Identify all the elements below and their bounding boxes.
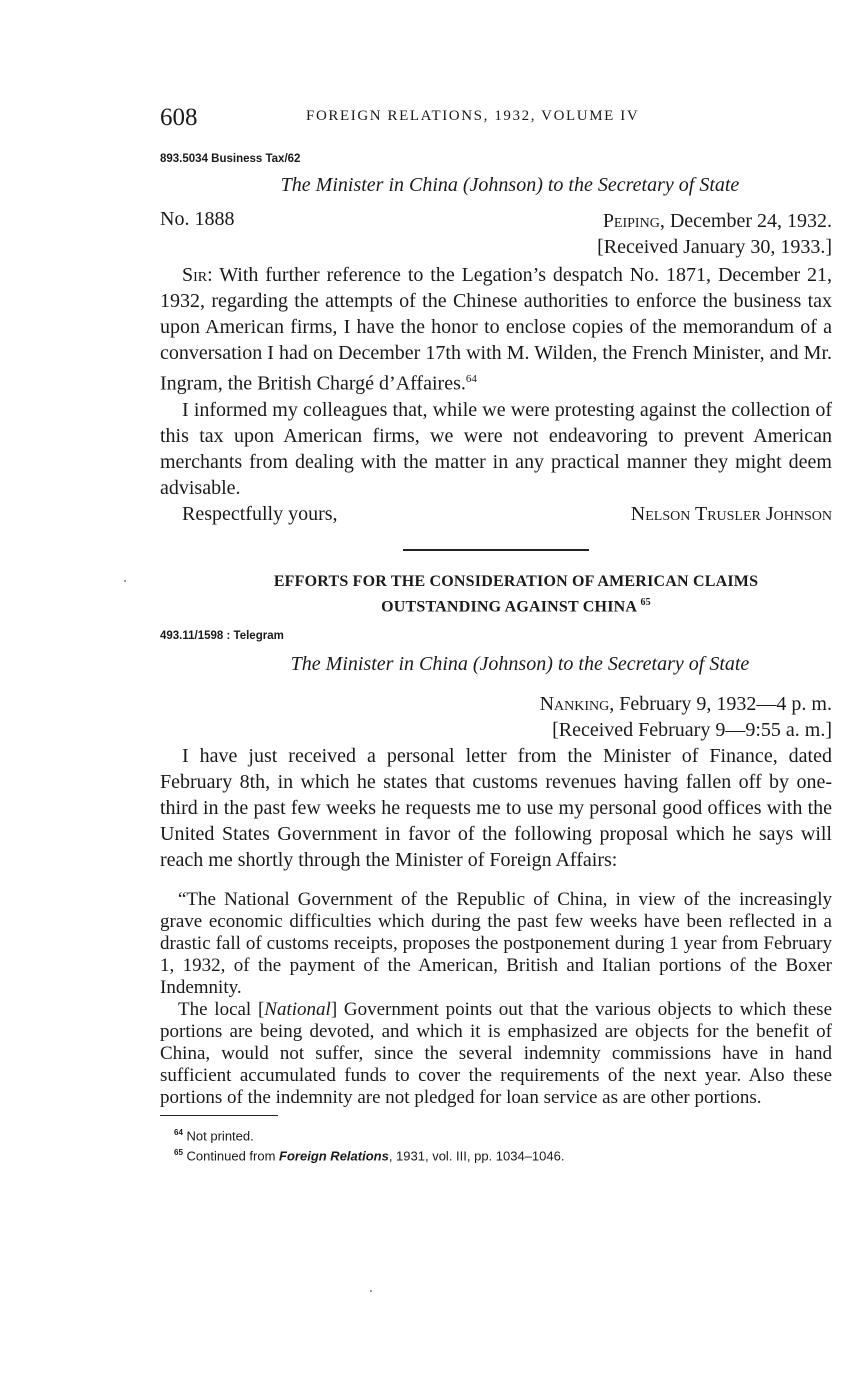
despatch-body xyxy=(160,262,832,501)
paragraph: I have just received a personal letter from the Minister of Finance, dated February 8th, in which he states that customs revenues having fallen off by one-third in the past few weeks he requests me to use my personal good offices with the United States Government in favor of the following proposal which he says will reach me shortly through the Minister of Foreign Affairs: xyxy=(160,744,832,871)
running-head: FOREIGN RELATIONS, 1932, VOLUME IV xyxy=(306,108,640,124)
footnote-ref: 65 xyxy=(640,596,651,608)
dateline xyxy=(160,208,832,262)
footnote-text: , 1931, vol. III, pp. 1034–1046. xyxy=(388,1148,565,1164)
speck xyxy=(370,1290,372,1292)
paragraph xyxy=(160,999,832,1109)
received-date: [Received February 9—9:55 a. m.] xyxy=(552,718,832,741)
footnote-mark: 64 xyxy=(174,1127,183,1137)
text: The local [ xyxy=(178,998,265,1020)
document-title: The Minister in China (Johnson) to the Secretary of State xyxy=(290,652,750,675)
document-page xyxy=(160,100,832,1165)
speck xyxy=(124,580,126,582)
page-header xyxy=(160,100,832,134)
salutation: Sir xyxy=(182,264,208,286)
paragraph: “The National Government of the Republic of China, in view of the increasingly grave economic difficulties which during the past few weeks have been reflected in a drastic fall of customs receipts, proposes the postponement during 1 year from February 1, 1932, of the payment of the American, British and Italian portions of the Boxer Indemnity. xyxy=(160,888,832,998)
place-name: Nanking xyxy=(539,692,610,715)
italic-text: National xyxy=(264,998,331,1020)
footnotes xyxy=(160,1124,832,1165)
footnote xyxy=(174,1124,832,1144)
telegram-body xyxy=(160,743,832,873)
section-heading-text: OUTSTANDING AGAINST CHINA xyxy=(381,597,637,615)
paragraph-text: : With further reference to the Legation’s despatch No. 1871, December 21, 1932, regarding the attempts of the Chinese authorities to enforce the business tax upon American firms, I have the honor to enclose copies of the memorandum of a conversation I had on December 17th with M. Wilden, the French Minister, and Mr. Ingram, the British Chargé d’Affaires. xyxy=(160,264,832,395)
page-number: 608 xyxy=(160,104,198,131)
footnote-rule xyxy=(160,1115,278,1116)
file-number: 893.5034 Business Tax/62 xyxy=(160,153,301,165)
place-name: Peiping xyxy=(602,210,660,232)
footnote-text: Not printed. xyxy=(186,1128,254,1144)
quoted-proposal xyxy=(160,889,832,1109)
section-heading-line: EFFORTS FOR THE CONSIDERATION OF AMERICAN CLAIMS xyxy=(273,572,759,590)
closing-line xyxy=(160,503,832,529)
complimentary-close: Respectfully yours, xyxy=(182,502,338,525)
text: ] Government points out that the various objects to which these portions are being devoted, and which it is emphasized are objects for the benefit of China, would not suffer, since the several indemnity commissions have in hand sufficient accumulated funds to cover the requirements of the next year. Also these portions of the indemnity are not pledged for loan service as are other portions. xyxy=(160,998,833,1108)
section-heading-line xyxy=(200,592,832,617)
signature: Nelson Trusler Johnson xyxy=(630,502,832,525)
paragraph xyxy=(160,262,832,397)
telegram-dateline xyxy=(160,691,832,743)
footnote-italic: Foreign Relations xyxy=(279,1148,389,1164)
document-title: The Minister in China (Johnson) to the Secretary of State xyxy=(280,174,740,196)
section-heading xyxy=(160,571,832,617)
received-date: [Received January 30, 1933.] xyxy=(597,236,832,258)
footnote xyxy=(174,1144,832,1164)
despatch-number: No. 1888 xyxy=(160,208,235,230)
date-text: , February 9, 1932—4 p. m. xyxy=(609,692,832,715)
place-date xyxy=(597,208,832,260)
footnote-mark: 65 xyxy=(174,1148,183,1158)
file-number: 493.11/1598 : Telegram xyxy=(160,629,284,642)
footnote-ref: 64 xyxy=(465,373,477,385)
footnote-text: Continued from xyxy=(186,1148,280,1164)
section-divider xyxy=(403,549,589,551)
paragraph: I informed my colleagues that, while we were protesting against the collection of this tax upon American firms, we were not endeavoring to prevent American merchants from dealing with the matter in any practical manner they might deem advisable. xyxy=(160,398,832,499)
date-text: , December 24, 1932. xyxy=(659,210,832,232)
